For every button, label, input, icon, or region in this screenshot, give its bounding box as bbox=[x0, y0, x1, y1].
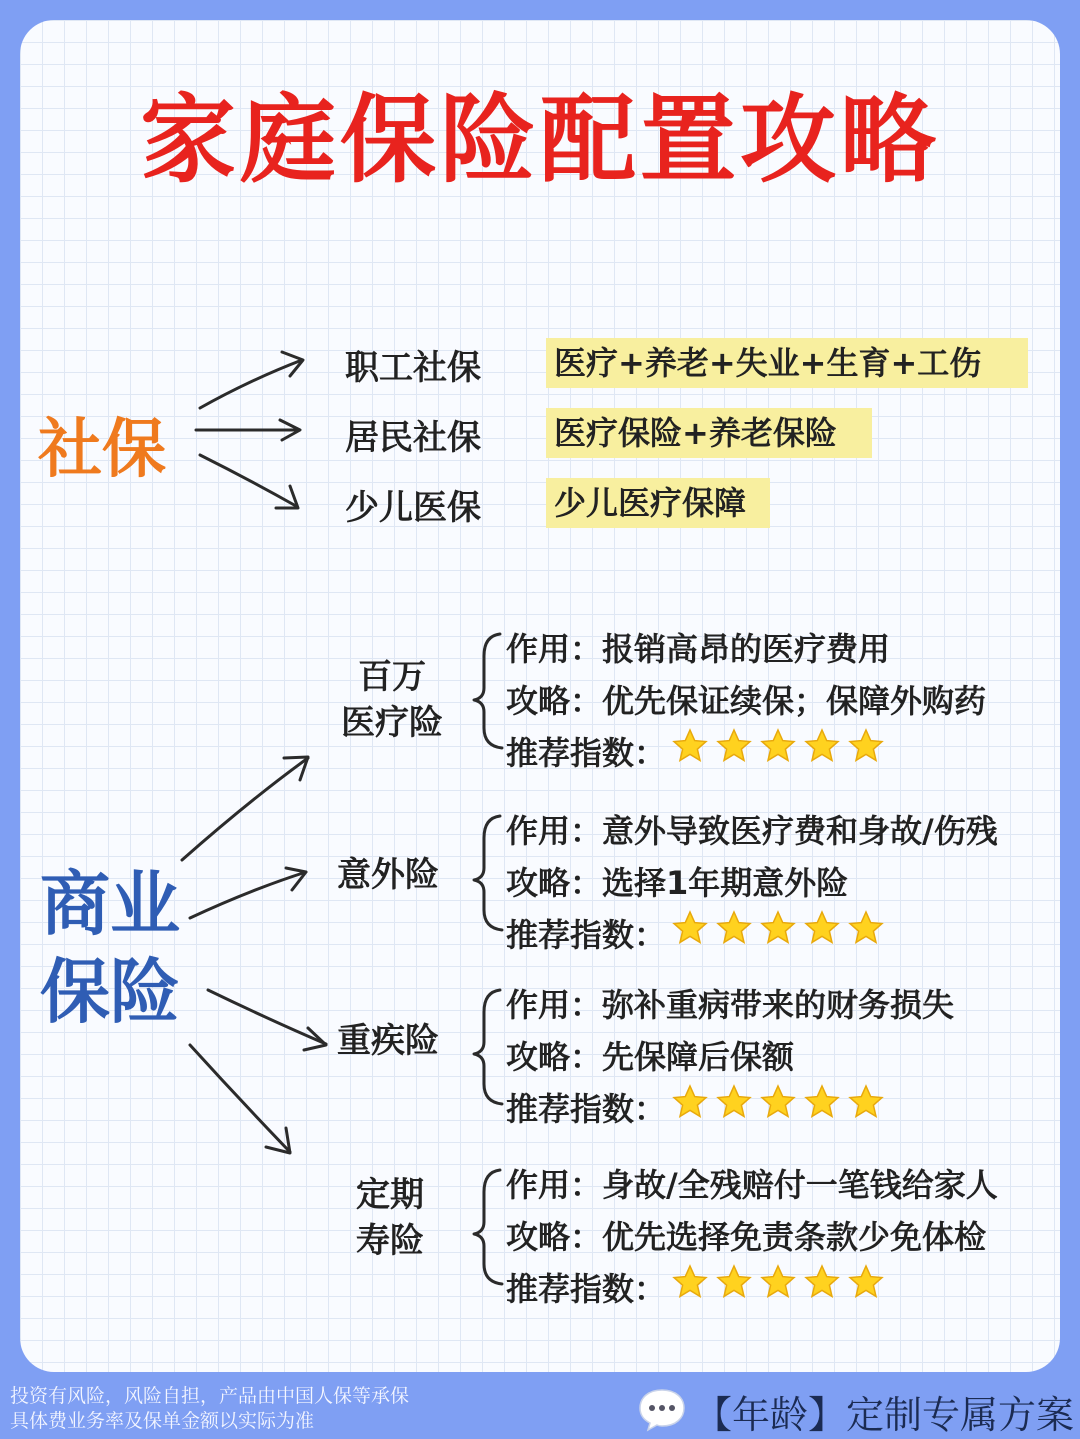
arrow-to-accident bbox=[190, 872, 306, 918]
brace-medical bbox=[474, 634, 502, 748]
medical-effect: 作用：报销高昂的医疗费用 bbox=[506, 630, 891, 668]
medical-strategy: 攻略：优先保证续保；保障外购药 bbox=[506, 682, 987, 720]
star-icon bbox=[672, 910, 708, 946]
disclaimer-line1: 投资有风险，风险自担，产品由中国人保等承保 bbox=[10, 1385, 410, 1407]
star-icon bbox=[804, 1084, 840, 1120]
star-icon bbox=[716, 910, 752, 946]
critical-name-line1: 重疾险 bbox=[337, 1021, 439, 1061]
term-life-rating-label: 推荐指数： bbox=[506, 1270, 667, 1308]
star-icon bbox=[848, 1264, 884, 1300]
arrow-to-child bbox=[200, 455, 296, 506]
commercial-label-line1: 商业 bbox=[40, 863, 180, 945]
child-medical-insurance: 少儿医保 bbox=[345, 488, 481, 528]
employee-social-insurance: 职工社保 bbox=[345, 348, 481, 388]
employee-social-insurance-desc: 医疗+养老+失业+生育+工伤 bbox=[546, 338, 1028, 388]
resident-social-insurance-desc: 医疗保险+养老保险 bbox=[546, 408, 872, 458]
star-icon bbox=[672, 1264, 708, 1300]
term-life-rating-stars bbox=[672, 1264, 892, 1300]
medical-name-line2: 医疗险 bbox=[341, 703, 443, 743]
brace-accident bbox=[474, 816, 502, 930]
disclaimer bbox=[10, 1384, 409, 1434]
term-life-effect: 作用：身故/全残赔付一笔钱给家人 bbox=[506, 1166, 998, 1204]
critical-rating-stars bbox=[672, 1084, 892, 1120]
medical-name-line1: 百万 bbox=[358, 657, 426, 697]
critical-strategy: 攻略：先保障后保额 bbox=[506, 1038, 795, 1076]
term-life-name-line1: 定期 bbox=[356, 1175, 424, 1215]
critical-rating-label: 推荐指数： bbox=[506, 1090, 667, 1128]
arrow-to-medical bbox=[182, 758, 308, 860]
accident-insurance-name bbox=[318, 852, 458, 898]
commercial-insurance-label bbox=[40, 860, 180, 1036]
star-icon bbox=[760, 1264, 796, 1300]
star-icon bbox=[848, 910, 884, 946]
resident-social-insurance: 居民社保 bbox=[345, 418, 481, 458]
accident-rating-stars bbox=[672, 910, 892, 946]
star-icon bbox=[760, 1084, 796, 1120]
accident-rating-label: 推荐指数： bbox=[506, 916, 667, 954]
custom-plan-cta[interactable]: 【年龄】定制专属方案 bbox=[694, 1393, 1075, 1437]
page-title: 家庭保险配置攻略 bbox=[140, 84, 940, 196]
brace-critical bbox=[474, 990, 502, 1104]
star-icon bbox=[716, 728, 752, 764]
commercial-label-line2: 保险 bbox=[40, 951, 180, 1033]
term-life-insurance-name bbox=[320, 1172, 460, 1264]
star-icon bbox=[848, 728, 884, 764]
accident-name-line1: 意外险 bbox=[337, 855, 439, 895]
arrow-to-employee bbox=[200, 360, 302, 408]
star-icon bbox=[672, 1084, 708, 1120]
child-medical-insurance-desc: 少儿医疗保障 bbox=[546, 478, 770, 528]
star-icon bbox=[804, 1264, 840, 1300]
accident-strategy: 攻略：选择1年期意外险 bbox=[506, 864, 849, 902]
chat-bubble-icon bbox=[636, 1386, 688, 1432]
star-icon bbox=[760, 910, 796, 946]
disclaimer-line2: 具体费业务率及保单金额以实际为准 bbox=[10, 1410, 315, 1432]
accident-effect: 作用：意外导致医疗费和身故/伤残 bbox=[506, 812, 998, 850]
medical-insurance-name bbox=[322, 654, 462, 746]
star-icon bbox=[716, 1084, 752, 1120]
arrow-to-term-life bbox=[190, 1045, 290, 1152]
star-icon bbox=[672, 728, 708, 764]
star-icon bbox=[716, 1264, 752, 1300]
critical-effect: 作用：弥补重病带来的财务损失 bbox=[506, 986, 955, 1024]
arrow-to-critical bbox=[208, 990, 326, 1044]
term-life-name-line2: 寿险 bbox=[356, 1221, 424, 1261]
star-icon bbox=[760, 728, 796, 764]
brace-term-life bbox=[474, 1170, 502, 1284]
star-icon bbox=[848, 1084, 884, 1120]
star-icon bbox=[804, 910, 840, 946]
star-icon bbox=[804, 728, 840, 764]
critical-illness-insurance-name bbox=[318, 1018, 458, 1064]
medical-rating-label: 推荐指数： bbox=[506, 734, 667, 772]
term-life-strategy: 攻略：优先选择免责条款少免体检 bbox=[506, 1218, 987, 1256]
medical-rating-stars bbox=[672, 728, 892, 764]
social-insurance-label: 社保 bbox=[38, 413, 166, 487]
